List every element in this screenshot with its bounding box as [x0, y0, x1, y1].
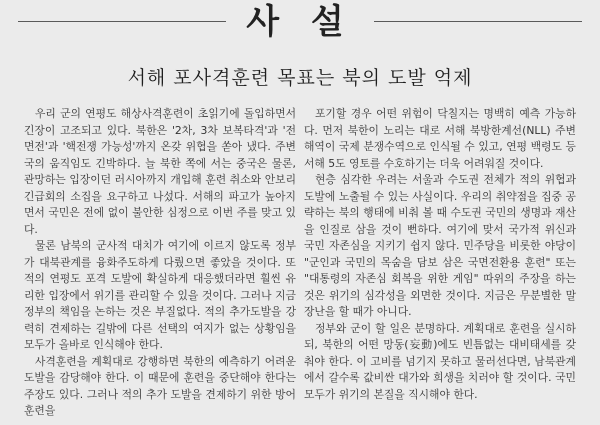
left-column: [24, 106, 296, 420]
editorial-masthead: [0, 0, 600, 44]
paragraph: 사격훈련을 계획대로 강행하면 북한의 예측하기 어려운 도발을 감당해야 한다. 이 때문에 훈련을 중단해야 한다는 주장도 있다. 그러나 적의 추가 도발을 견제하기 위한 방어훈련을: [24, 354, 296, 417]
paragraph: 포기할 경우 어떤 위험이 닥칠지는 명백히 예측 가능하다. 먼저 북한이 노리는 대로 서해 북방한계선(NLL) 주변 해역이 국제 분쟁수역으로 인식될 수 있고, 연평 백령도 등 서해 5도 영토를 수호하기는 더욱 어려워질 것이다.: [304, 107, 576, 170]
masthead-rule-right: [374, 21, 582, 22]
paragraph: 현층 심각한 우려는 서울과 수도권 전체가 적의 위협과 도발에 노출될 수 있는 사실이다. 우리의 취약점을 집중 공략하는 북의 행태에 비춰 볼 때 수도권 국민의 생명과 재산을 인질로 삼을 것이 뻔하다. 여기에 맞서 국가적 위신과 국민 자존심을 지키기 쉽지 않다. 민주당을 비롯한 야당이 "군인과 국민의 목숨을 담보 삼은 국면전환용 훈련" 또는 "대통령의 자존심 회복을 위한 게임" 따위의 주장을 하는 것은 위기의 심각성을 외면한 것이다. 지금은 무분별한 말장난을 할 때가 아니다.: [304, 173, 576, 318]
paragraph: 정부와 군이 할 일은 분명하다. 계획대로 훈련을 실시하되, 북한의 어떤 망동(妄動)에도 빈틈없는 대비태세를 갖춰야 한다. 이 고비를 넘기지 못하고 물러선다면, 남북관계에서 갈수록 값비싼 대가와 희생을 치러야 할 것이다. 국민 모두가 위기의 본질을 직시해야 한다.: [304, 321, 576, 401]
paragraph: 물론 남북의 군사적 대치가 여기에 이르지 않도록 정부가 대북관계를 융화주도하게 다뤘으면 좋았을 것이다. 또 적의 연평도 포격 도발에 확실하게 대응했더라면 훨씬 유리한 입장에서 위기를 관리할 수 있을 것이다. 그러나 지금 정부의 책임을 논하는 것은 부질없다. 적의 추가도발을 강력히 견제하는 길밖에 다른 선택의 여지가 없는 상황임을 모두가 올바로 인식해야 한다.: [24, 239, 296, 351]
section-title: 사 설: [246, 2, 354, 42]
editorial-headline: 서해 포사격훈련 목표는 북의 도발 억제: [127, 67, 473, 89]
masthead-rule-left: [18, 21, 226, 22]
right-column: [304, 106, 576, 403]
paragraph: 우리 군의 연평도 해상사격훈련이 초읽기에 돌입하면서 긴장이 고조되고 있다. 북한은 '2차, 3차 보복타격'과 '전면전'과 '핵전쟁 가능성'까지 온갖 위협을 쏟아 냈다. 주변국의 움직임도 긴박하다. 늘 북한 쪽에 서는 중국은 물론, 관망하는 입장이던 러시아까지 개입해 훈련 취소와 안보리 긴급회의 소집을 요구하고 나섰다. 서해의 파고가 높아지면서 국민은 전에 없이 불안한 심정으로 이번 주를 맞고 있다.: [24, 107, 296, 236]
